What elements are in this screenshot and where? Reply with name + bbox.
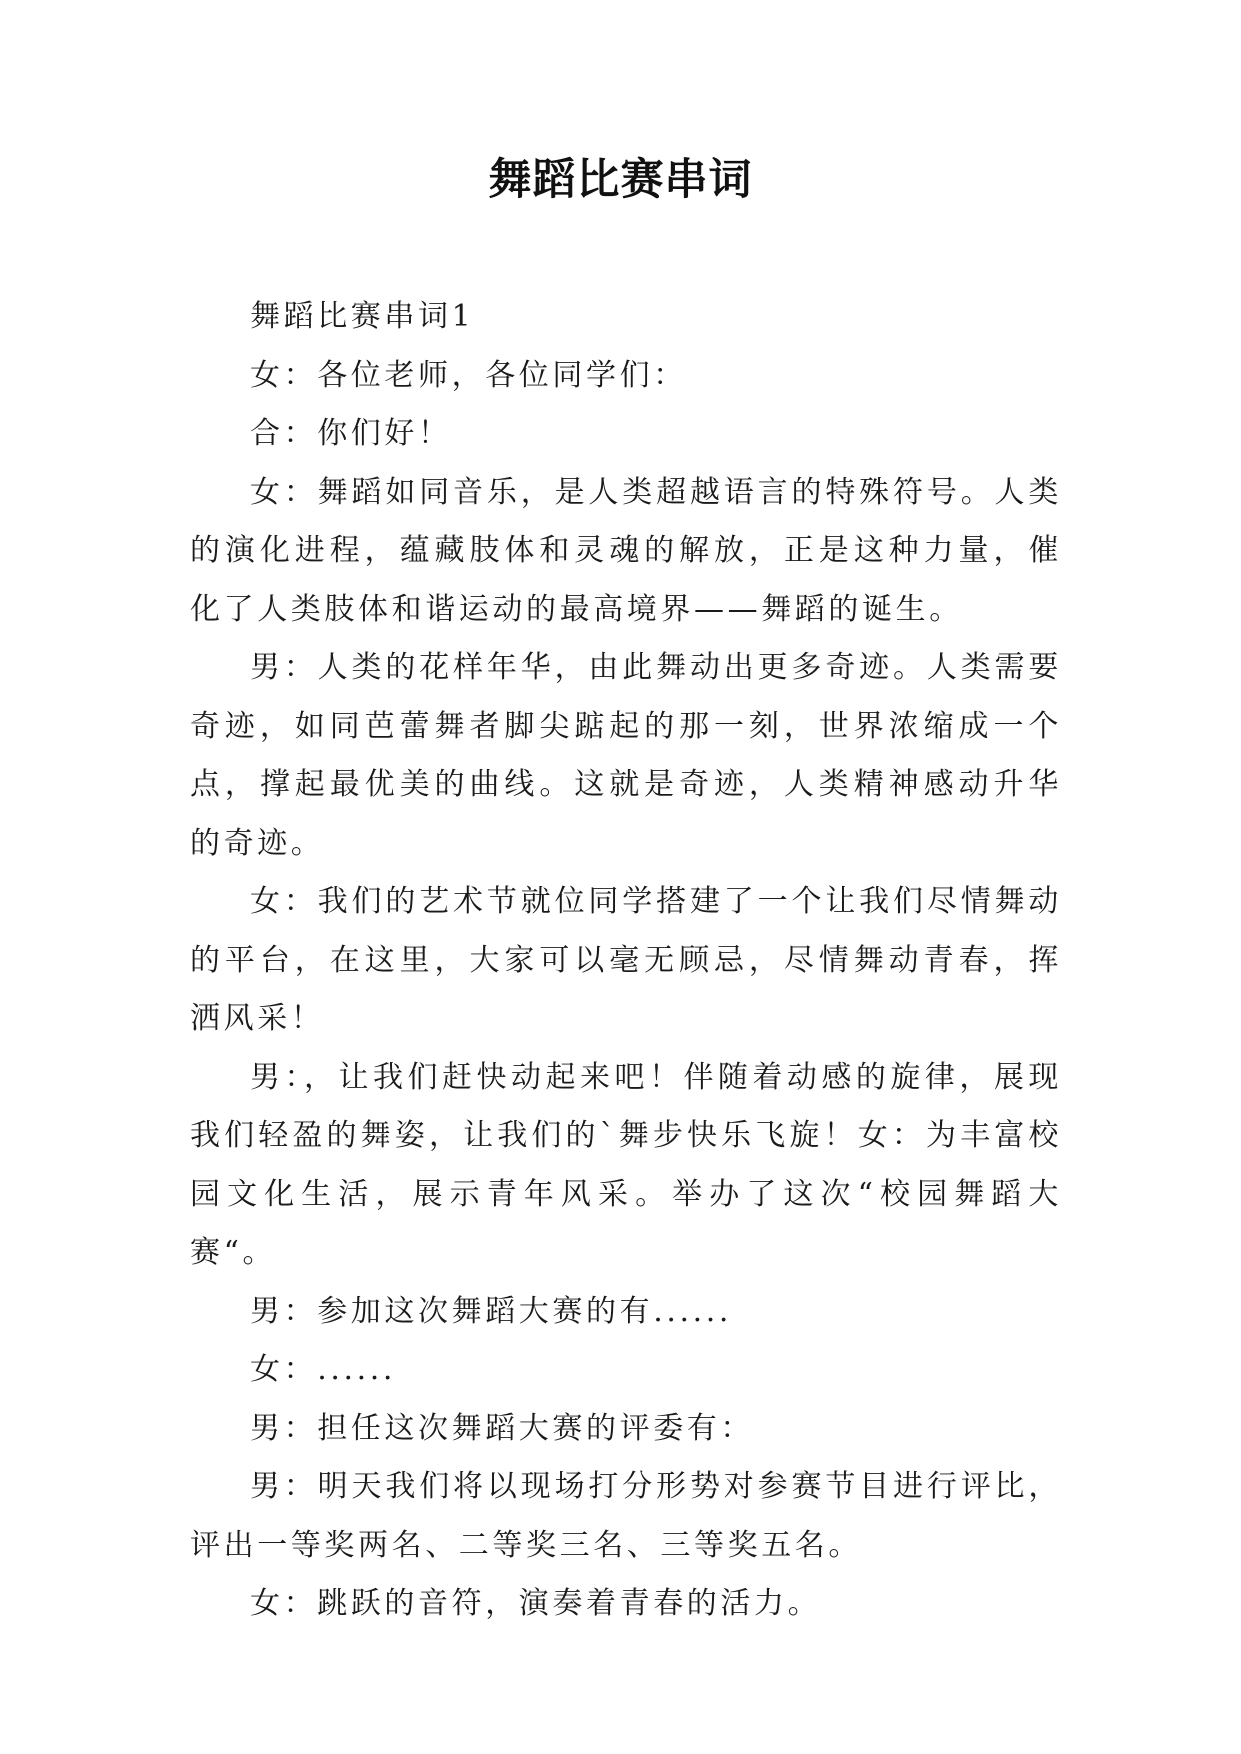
paragraph-heading: 舞蹈比赛串词1 [250,299,475,334]
paragraph: 男：参加这次舞蹈大赛的有...... [250,1293,733,1329]
document-title: 舞蹈比赛串词 [488,155,753,205]
paragraph: 男：担任这次舞蹈大赛的评委有： [250,1410,754,1446]
paragraph: 男：人类的花样年华，由此舞动出更多奇迹。人类需要奇迹，如同芭蕾舞者脚尖踮起的那一刻，世界浓缩成一个点，撑起最优美的曲线。这就是奇迹，人类精神感动升华的奇迹。 [190,650,1062,861]
paragraph: 女：舞蹈如同音乐，是人类超越语言的特殊符号。人类的演化进程，蕴藏肢体和灵魂的解放，正是这种力量，催化了人类肢体和谐运动的最高境界——舞蹈的诞生。 [190,474,1062,627]
paragraph: 女：各位老师，各位同学们： [250,357,687,393]
paragraph: 合：你们好！ [250,416,452,451]
paragraph: 男：明天我们将以现场打分形势对参赛节目进行评比，评出一等奖两名、二等奖三名、三等奖五名。 [190,1469,1062,1563]
document-body [190,288,1062,1634]
paragraph: 女：我们的艺术节就位同学搭建了一个让我们尽情舞动的平台，在这里，大家可以毫无顾忌，尽情舞动青春，挥洒风采！ [190,884,1062,1036]
paragraph: 女：跳跃的音符，演奏着青春的活力。 [250,1586,822,1621]
paragraph: 男：，让我们赶快动起来吧！伴随着动感的旋律，展现我们轻盈的舞姿，让我们的`舞步快乐飞旋！女：为丰富校园文化生活，展示青年风采。举办了这次“校园舞蹈大赛“。 [190,1059,1062,1270]
paragraph: 女：...... [250,1352,397,1387]
